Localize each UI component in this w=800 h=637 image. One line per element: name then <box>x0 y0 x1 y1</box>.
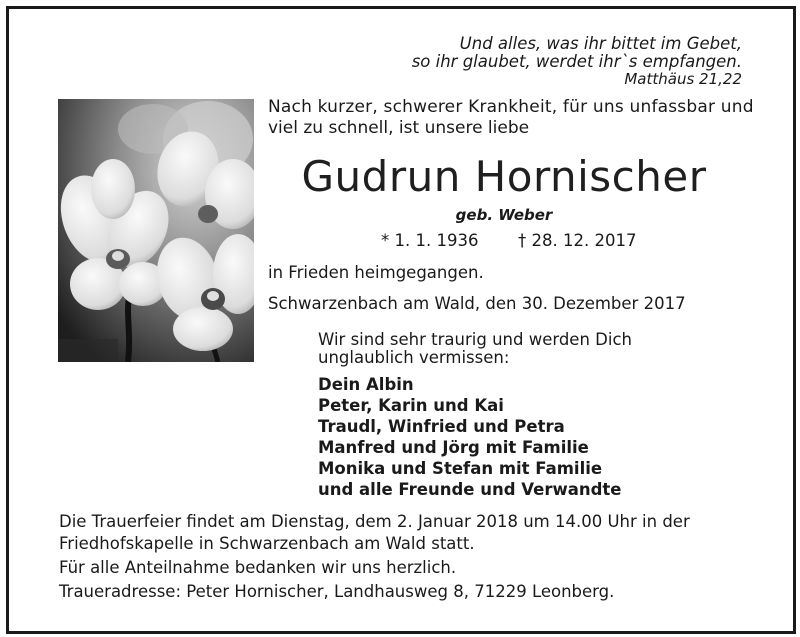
thanks-line: Für alle Anteilnahme bedanken wir uns herzlich. <box>59 558 457 577</box>
death-date: † 28. 12. 2017 <box>518 231 637 250</box>
place-date: Schwarzenbach am Wald, den 30. Dezember 2017 <box>268 294 686 313</box>
funeral-line-2: Friedhofskapelle in Schwarzenbach am Wald statt. <box>59 534 475 553</box>
mourning-address: Traueradresse: Peter Hornischer, Landhausweg 8, 71229 Leonberg. <box>59 582 615 601</box>
mourner-item: und alle Freunde und Verwandte <box>318 480 622 499</box>
mourner-item: Peter, Karin und Kai <box>318 396 504 415</box>
mourning-line-1: Wir sind sehr traurig und werden Dich <box>318 330 632 349</box>
maiden-name: geb. Weber <box>455 206 553 224</box>
peace-line: in Frieden heimgegangen. <box>268 263 484 282</box>
intro-line-1: Nach kurzer, schwerer Krankheit, für uns unfassbar und <box>268 97 754 117</box>
mourner-item: Manfred und Jörg mit Familie <box>318 438 589 457</box>
verse-line-1: Und alles, was ihr bittet im Gebet, <box>459 34 742 53</box>
intro-line-2: viel zu schnell, ist unsere liebe <box>268 118 530 138</box>
orchid-flowers-icon <box>58 99 254 362</box>
birth-date: * 1. 1. 1936 <box>381 231 479 250</box>
orchid-flowers-photo <box>58 99 254 362</box>
mourning-line-2: unglaublich vermissen: <box>318 348 510 367</box>
mourner-item: Traudl, Winfried und Petra <box>318 417 565 436</box>
mourner-item: Dein Albin <box>318 375 414 394</box>
deceased-name: Gudrun Hornischer <box>301 152 707 201</box>
mourner-item: Monika und Stefan mit Familie <box>318 459 603 478</box>
verse-reference: Matthäus 21,22 <box>624 70 742 88</box>
verse-line-2: so ihr glaubet, werdet ihr`s empfangen. <box>411 52 742 71</box>
funeral-line-1: Die Trauerfeier findet am Dienstag, dem 2. Januar 2018 um 14.00 Uhr in der <box>59 512 690 531</box>
